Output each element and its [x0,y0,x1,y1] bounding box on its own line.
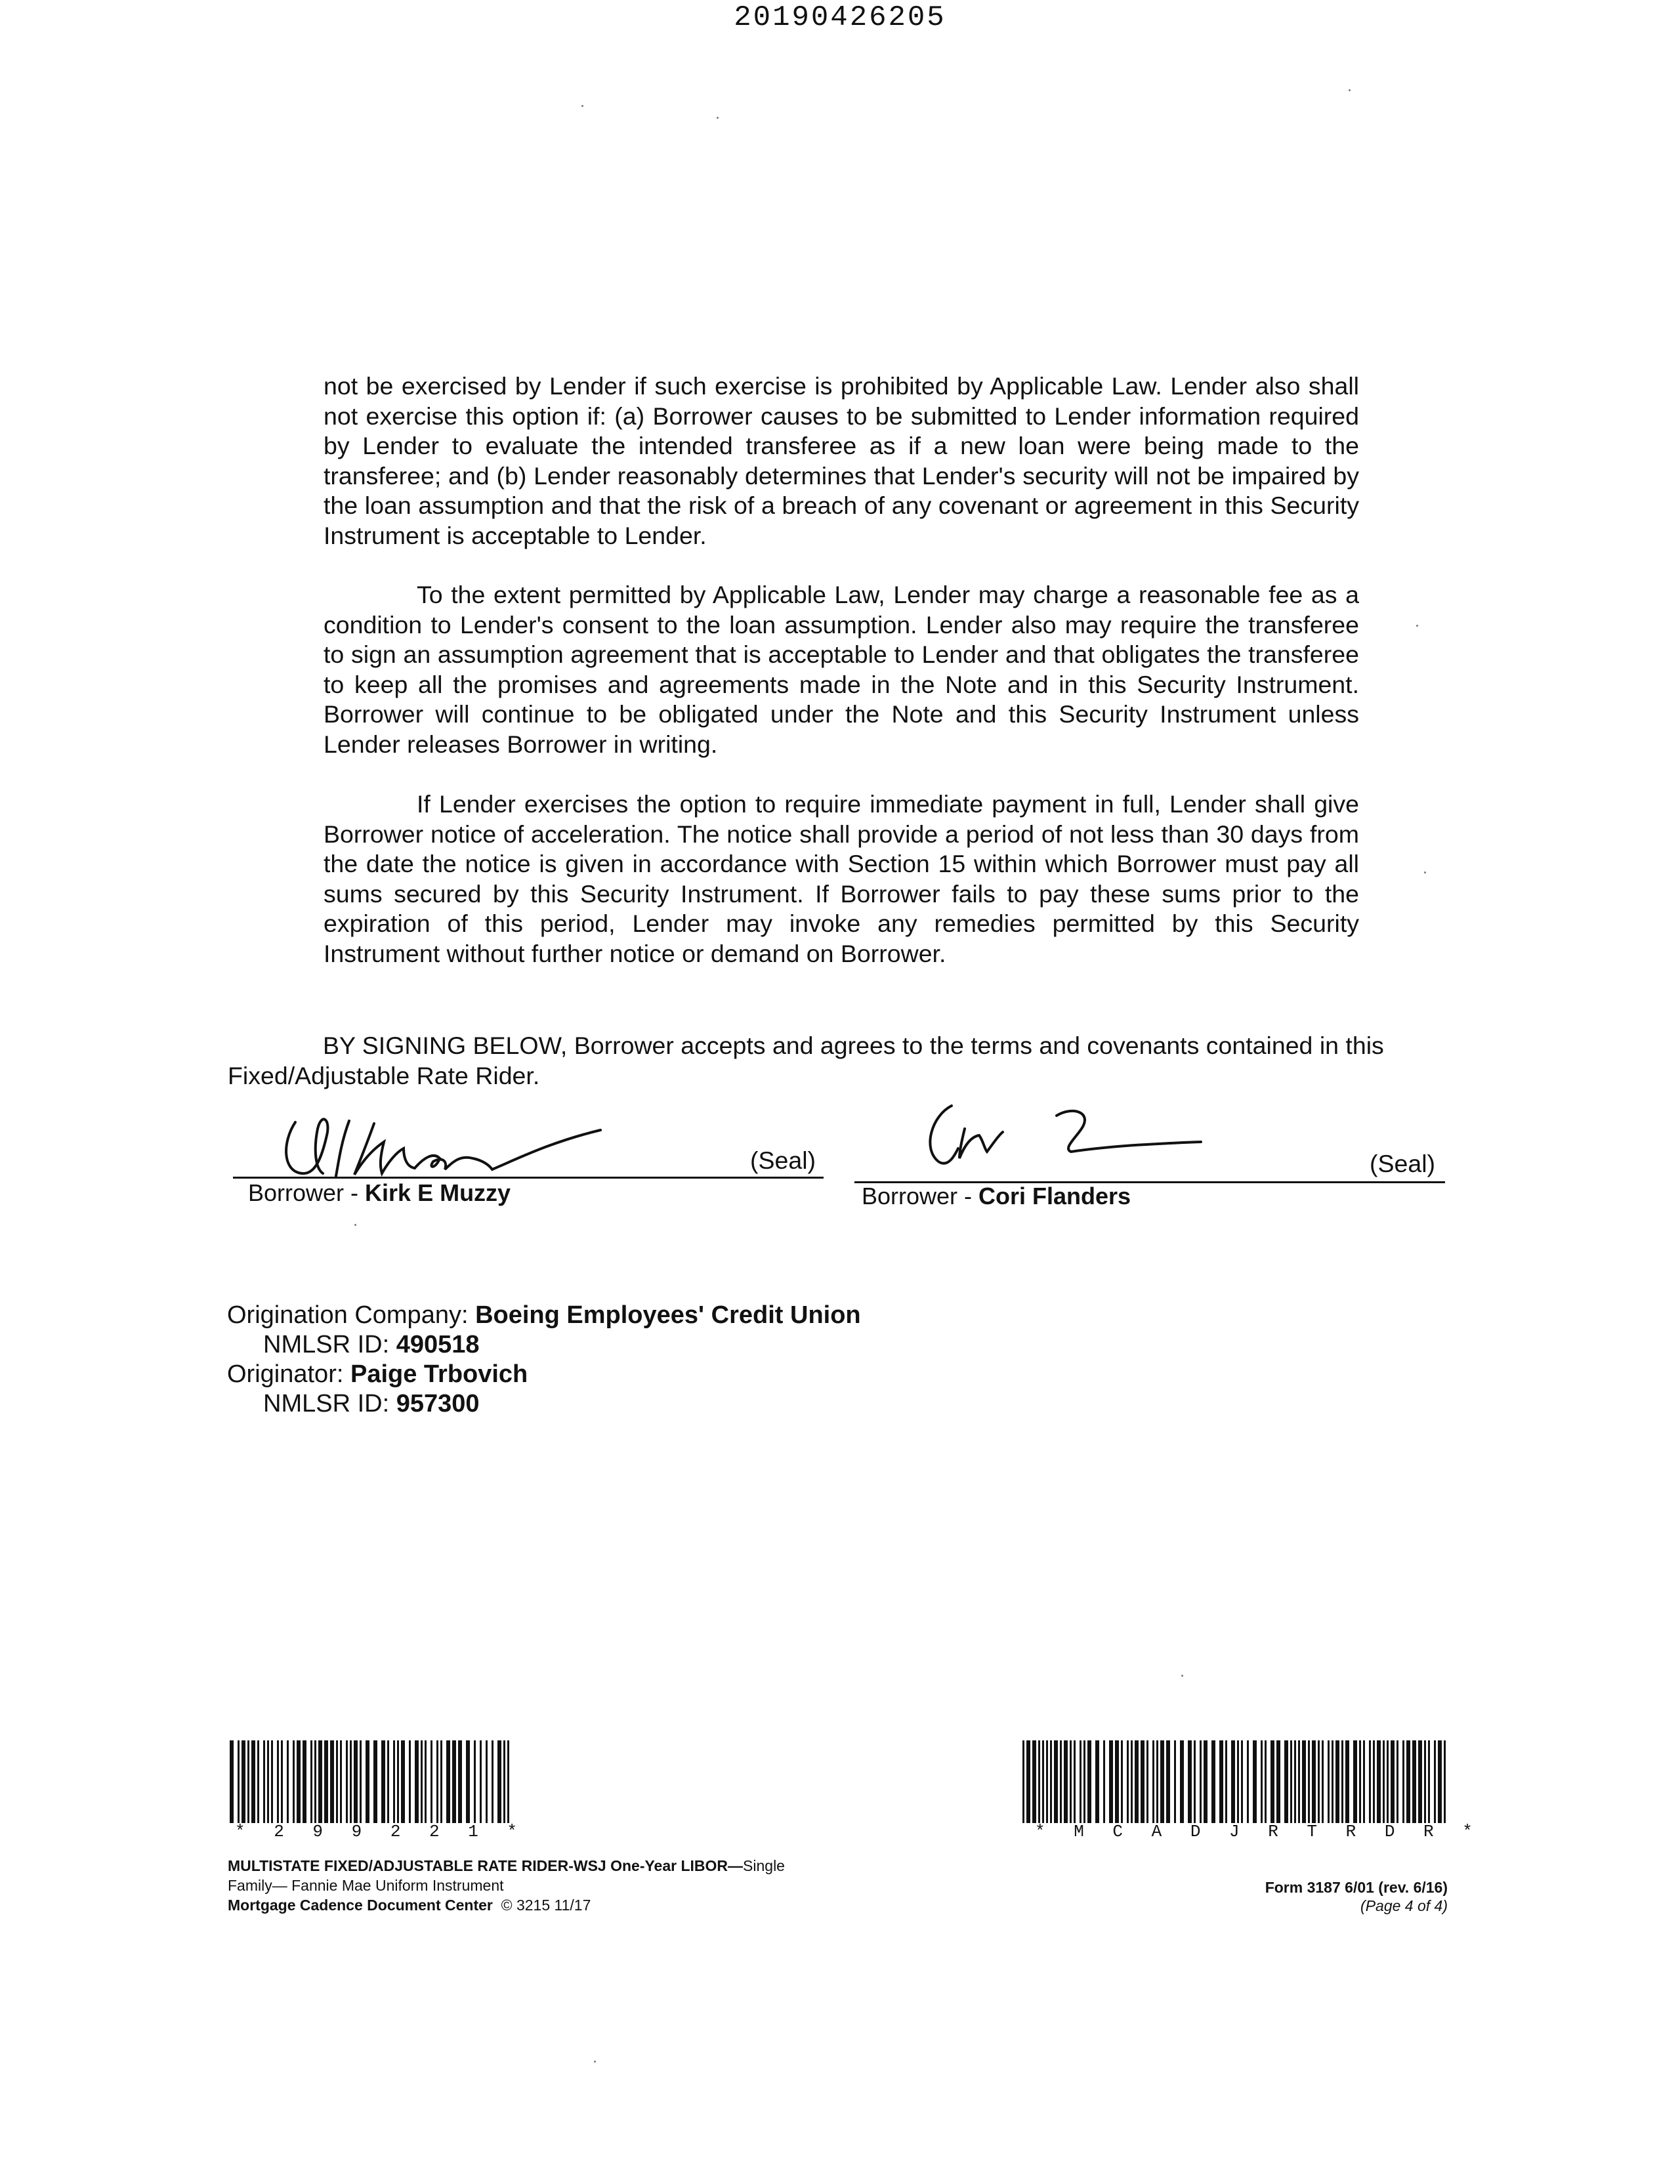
barcode-bar [1335,1740,1339,1823]
barcode-bar [251,1740,255,1823]
barcode-bar [1174,1740,1176,1823]
scan-speck [1181,1675,1183,1677]
barcode-bar [230,1740,234,1823]
barcode-bar [1141,1740,1144,1823]
barcode-bar [1231,1740,1235,1823]
barcode-bar [1188,1740,1192,1823]
barcode-bar [1160,1740,1164,1823]
barcode-bar [350,1740,352,1823]
barcode-bar [1412,1740,1416,1823]
barcode-bar [1332,1740,1334,1823]
scan-speck [581,105,583,107]
barcode-bar [1200,1740,1202,1823]
barcode-bar [1211,1740,1215,1823]
barcode-bar [1308,1740,1310,1823]
paragraph-acceleration: If Lender exercises the option to require immediate payment in full, Lender shall give Borrower notice of acceleration. The notice shall provide a period of not less than 30 days from the date the notice is given in accordance with Section 15 within which Borrower must pay all sums secured by this Security Instrument. If Borrower fails to pay these sums prior to the expiration of this period, Lender may invoke any remedies permitted by this Security Instrument without further notice or demand on Borrower. [324,790,1359,967]
barcode-bar [1270,1740,1274,1823]
barcode-bar [303,1740,306,1823]
barcode-bar [1103,1740,1105,1823]
barcode-bar [446,1740,450,1823]
barcode-bar [1070,1740,1072,1823]
barcode-bar [1363,1740,1365,1823]
barcode-bar [360,1740,362,1823]
barcode-bar [1434,1740,1436,1823]
barcode-bar [354,1740,358,1823]
barcode-bar [1383,1740,1385,1823]
barcode-bar [440,1740,442,1823]
barcode-bar [507,1740,509,1823]
barcode-bar [1050,1740,1052,1823]
barcode-bar [1166,1740,1170,1823]
barcode-bar [1026,1740,1030,1823]
barcode-bar [458,1740,462,1823]
barcode-bar [366,1740,369,1823]
barcode-bar [503,1740,505,1823]
barcode-bar [1074,1740,1076,1823]
barcode-bar [1428,1740,1430,1823]
barcode-bar [1022,1740,1024,1823]
barcode-bar [1253,1740,1257,1823]
scan-speck [1349,89,1351,91]
paragraph-assumption-conditions: not be exercised by Lender if such exercise is prohibited by Applicable Law. Lender also shall not exercise this option if: (a) Borrower causes to be submitted to Lender information required by Lender to evaluate the intended transferee as if a new loan were being made to the transferee; and (b) Lender reasonably determines that Lender's security will not be impaired by the loan assumption and that the risk of a breach of any covenant or agreement in this Security Instrument is acceptable to Lender. [324,372,1359,549]
barcode-right [1022,1740,1449,1823]
signature-line-1 [233,1177,824,1179]
barcode-bar [340,1740,342,1823]
paragraph-assumption-fee: To the extent permitted by Applicable Law, Lender may charge a reasonable fee as a condition to Lender's consent to the loan assumption. Lender also may require the transferee to sign an assumption agreement that is acceptable to Lender and that obligates the transferee to keep all the promises and agreements made in the Note and in this Security Instrument. Borrower will continue to be obligated under the Note and this Security Instrument unless Lender releases Borrower in writing. [324,581,1359,758]
barcode-bar [436,1740,438,1823]
barcode-bar [1087,1740,1091,1823]
barcode-bar [1402,1740,1404,1823]
barcode-bar [1115,1740,1119,1823]
barcode-bar [310,1740,312,1823]
scan-speck [1416,625,1418,627]
barcode-bar [1131,1740,1133,1823]
barcode-bar [324,1740,328,1823]
barcode-bar [1032,1740,1036,1823]
barcode-bar [452,1740,456,1823]
scan-speck [354,1224,356,1226]
scan-speck [594,2061,596,2063]
barcode-bar [281,1740,283,1823]
barcode-bar [1391,1740,1395,1823]
barcode-bar [1298,1740,1300,1823]
barcode-bar [314,1740,316,1823]
barcode-bar [1312,1740,1316,1823]
barcode-bar [1294,1740,1296,1823]
barcode-bar [1318,1740,1320,1823]
barcode-bar [287,1740,289,1823]
barcode-bar [1054,1740,1058,1823]
signature-kirk-muzzy [276,1096,617,1188]
barcode-bar [346,1740,348,1823]
barcode-bar [381,1740,385,1823]
barcode-bar [257,1740,259,1823]
barcode-bar [1261,1740,1263,1823]
seal-label-1: (Seal) [750,1146,816,1174]
document-number: 20190426205 [734,1,946,34]
barcode-right-text: * M C A D J R T R D R * [1035,1822,1482,1841]
barcode-bar [393,1740,395,1823]
barcode-bar [430,1740,432,1823]
barcode-bar [1353,1740,1357,1823]
barcode-bar [1156,1740,1158,1823]
barcode-left [230,1740,512,1823]
originator-nmlsr: NMLSR ID: 957300 [263,1390,480,1418]
barcode-bar [1127,1740,1129,1823]
barcode-bar [415,1740,419,1823]
barcode-bar [1322,1740,1324,1823]
signing-statement: BY SIGNING BELOW, Borrower accepts and agrees to the terms and covenants contained in this Fixed/Adjustable Rate Rider. [228,1032,1384,1089]
barcode-bar [486,1740,488,1823]
barcode-bar [1080,1740,1082,1823]
barcode-bar [466,1740,470,1823]
footer-form-number: Form 3187 6/01 (rev. 6/16) (Page 4 of 4) [1265,1879,1448,1914]
barcode-bar [271,1740,273,1823]
barcode-bar [474,1740,476,1823]
origination-company-nmlsr: NMLSR ID: 490518 [263,1331,480,1358]
barcode-bar [1341,1740,1343,1823]
barcode-bar [1042,1740,1044,1823]
barcode-bar [1265,1740,1267,1823]
barcode-bar [1064,1740,1068,1823]
barcode-bar [1146,1740,1148,1823]
barcode-bar [425,1740,427,1823]
barcode-bar [1290,1740,1292,1823]
barcode-bar [1109,1740,1113,1823]
barcode-bar [1247,1740,1249,1823]
barcode-bar [1276,1740,1280,1823]
borrower-name-2: Borrower - Cori Flanders [862,1183,1131,1209]
barcode-bar [397,1740,399,1823]
barcode-bar [1328,1740,1330,1823]
barcode-bar [263,1740,265,1823]
barcode-bar [1095,1740,1099,1823]
barcode-bar [293,1740,295,1823]
barcode-bar [297,1740,301,1823]
barcode-bar [480,1740,482,1823]
scan-speck [717,117,719,119]
borrower-name-1: Borrower - Kirk E Muzzy [248,1179,511,1206]
barcode-bar [1204,1740,1208,1823]
barcode-bar [1194,1740,1196,1823]
signature-cori-flanders [919,1089,1221,1175]
barcode-bar [238,1740,240,1823]
barcode-bar [1038,1740,1040,1823]
seal-label-2: (Seal) [1370,1150,1436,1177]
barcode-bar [318,1740,322,1823]
barcode-bar [277,1740,279,1823]
barcode-bar [1396,1740,1398,1823]
barcode-bar [1438,1740,1442,1823]
barcode-bar [242,1740,245,1823]
barcode-bar [1444,1740,1446,1823]
barcode-bar [373,1740,377,1823]
barcode-bar [1302,1740,1306,1823]
barcode-bar [267,1740,269,1823]
barcode-bar [247,1740,249,1823]
barcode-bar [1083,1740,1085,1823]
barcode-bar [387,1740,389,1823]
barcode-bar [421,1740,423,1823]
origination-company: Origination Company: Boeing Employees' Credit Union [227,1301,861,1329]
footer-form-title: MULTISTATE FIXED/ADJUSTABLE RATE RIDER-WSJ One-Year LIBOR—Single Family— Fannie Mae Uniform Instrument Mortgage Cadence Document Center © 3215 11/17 [228,1857,785,1914]
barcode-bar [492,1740,494,1823]
barcode-bar [497,1740,501,1823]
barcode-bar [1219,1740,1223,1823]
scan-speck [1424,872,1426,873]
barcode-bar [1359,1740,1361,1823]
barcode-bar [1237,1740,1239,1823]
barcode-bar [330,1740,334,1823]
barcode-bar [401,1740,405,1823]
barcode-left-text: * 2 9 9 2 2 1 * [235,1822,527,1841]
barcode-bar [1387,1740,1389,1823]
barcode-bar [1406,1740,1410,1823]
barcode-bar [1135,1740,1139,1823]
barcode-bar [1046,1740,1048,1823]
barcode-bar [1152,1740,1154,1823]
barcode-bar [1241,1740,1243,1823]
barcode-bar [409,1740,411,1823]
barcode-bar [1377,1740,1381,1823]
barcode-bar [1180,1740,1184,1823]
barcode-bar [1345,1740,1349,1823]
originator: Originator: Paige Trbovich [227,1360,528,1388]
barcode-bar [1121,1740,1123,1823]
barcode-bar [1284,1740,1288,1823]
barcode-bar [1225,1740,1227,1823]
barcode-bar [336,1740,338,1823]
barcode-bar [1373,1740,1375,1823]
barcode-bar [1369,1740,1371,1823]
barcode-bar [1060,1740,1062,1823]
barcode-bar [1424,1740,1426,1823]
barcode-bar [1418,1740,1422,1823]
